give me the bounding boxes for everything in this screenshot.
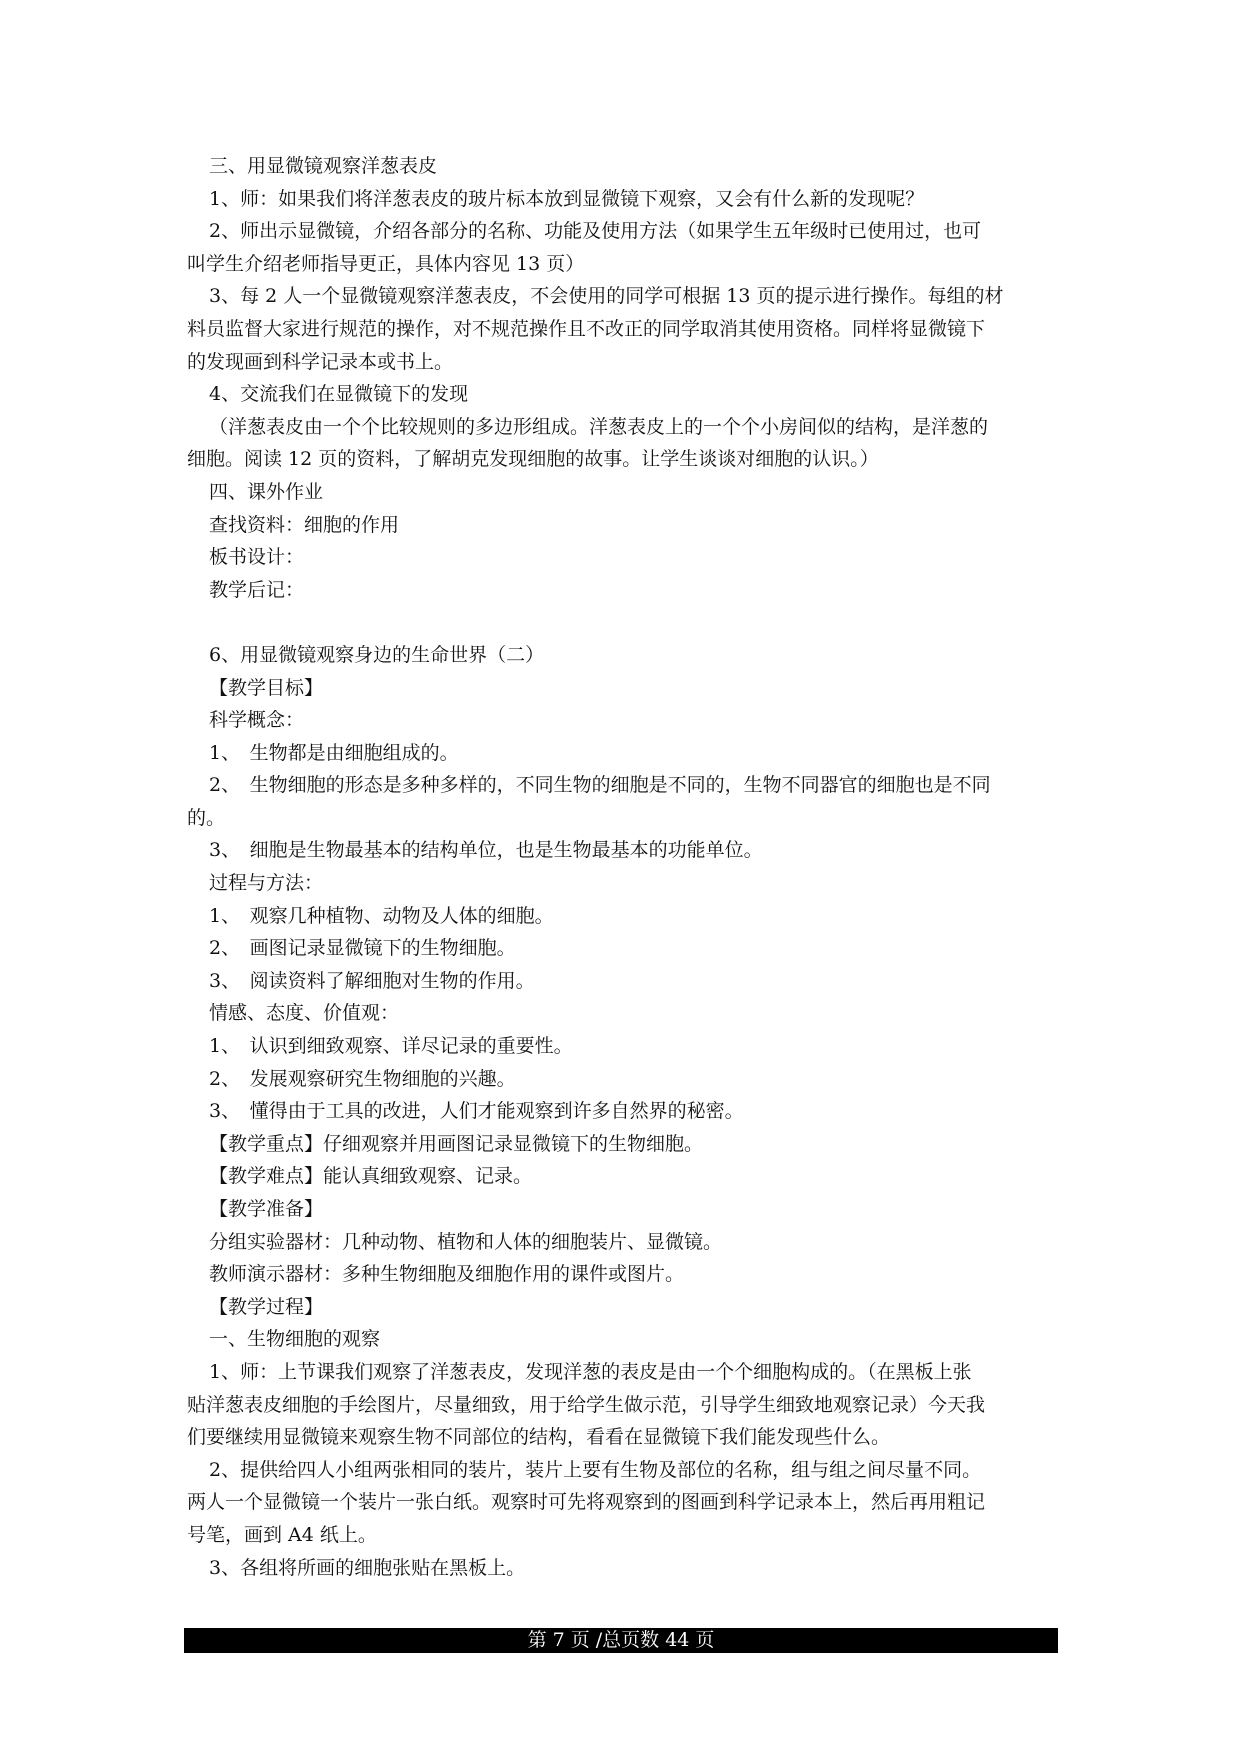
paragraph-line: 号笔，画到 A4 纸上。 — [187, 1523, 377, 1546]
paragraph-line: 3、各组将所画的细胞张贴在黑板上。 — [209, 1556, 526, 1579]
paragraph-line: 两人一个显微镜一个装片一张白纸。观察时可先将观察到的图画到科学记录本上，然后再用粗记 — [187, 1491, 986, 1514]
document-body — [187, 150, 1067, 1584]
list-item: 1、 认识到细致观察、详尽记录的重要性。 — [209, 1035, 573, 1058]
paragraph-line: 们要继续用显微镜来观察生物不同部位的结构，看看在显微镜下我们能发现些什么。 — [187, 1426, 891, 1449]
section-heading: 【教学目标】 — [209, 676, 324, 699]
paragraph-line: 2、提供给四人小组两张相同的装片，装片上要有生物及部位的名称，组与组之间尽量不同。 — [209, 1458, 982, 1481]
list-item: 1、 观察几种植物、动物及人体的细胞。 — [209, 904, 554, 927]
paragraph-line: 4、交流我们在显微镜下的发现 — [209, 383, 469, 406]
section-heading: 三、用显微镜观察洋葱表皮 — [209, 155, 438, 177]
paragraph-line: 教学后记： — [209, 578, 305, 601]
page-number-label: 第 7 页 /总页数 44 页 — [527, 1629, 715, 1651]
paragraph-line: 2、师出示显微镜，介绍各部分的名称、功能及使用方法（如果学生五年级时已使用过，也可 — [209, 220, 982, 243]
paragraph-line: 3、每 2 人一个显微镜观察洋葱表皮，不会使用的同学可根据 13 页的提示进行操作。每组的材 — [209, 285, 1004, 308]
paragraph-line: 叫学生介绍老师指导更正，具体内容见 13 页） — [187, 252, 585, 275]
list-item: 3、 阅读资料了解细胞对生物的作用。 — [209, 969, 535, 992]
list-item-continuation: 的。 — [187, 806, 226, 829]
paragraph-line: 料员监督大家进行规范的操作，对不规范操作且不改正的同学取消其使用资格。同样将显微镜下 — [187, 317, 986, 340]
list-item: 2、 生物细胞的形态是多种多样的，不同生物的细胞是不同的，生物不同器官的细胞也是不同 — [209, 774, 991, 797]
paragraph-line: 贴洋葱表皮细胞的手绘图片，尽量细致，用于给学生做示范，引导学生细致地观察记录）今天我 — [187, 1393, 986, 1416]
blank-line — [187, 606, 1067, 639]
subheading: 科学概念： — [209, 709, 305, 732]
list-item: 1、 生物都是由细胞组成的。 — [209, 741, 459, 764]
list-item: 3、 细胞是生物最基本的结构单位，也是生物最基本的功能单位。 — [209, 839, 763, 862]
lesson-title: 6、用显微镜观察身边的生命世界（二） — [209, 643, 545, 666]
subheading: 过程与方法： — [209, 872, 324, 895]
paragraph-line: 查找资料：细胞的作用 — [209, 513, 400, 536]
subheading: 情感、态度、价值观： — [209, 1002, 400, 1025]
section-heading: 四、课外作业 — [209, 480, 324, 503]
paragraph-line: 板书设计： — [209, 546, 305, 569]
paragraph-line: 的发现画到科学记录本或书上。 — [187, 350, 454, 373]
paragraph-line: 【教学难点】能认真细致观察、记录。 — [209, 1165, 533, 1188]
paragraph-line: （洋葱表皮由一个个比较规则的多边形组成。洋葱表皮上的一个个小房间似的结构，是洋葱的 — [209, 415, 989, 438]
section-heading: 一、生物细胞的观察 — [209, 1328, 381, 1351]
paragraph-line: 分组实验器材：几种动物、植物和人体的细胞装片、显微镜。 — [209, 1230, 723, 1253]
paragraph-line: 【教学重点】仔细观察并用画图记录显微镜下的生物细胞。 — [209, 1132, 704, 1155]
section-heading: 【教学过程】 — [209, 1295, 324, 1318]
paragraph-line: 教师演示器材：多种生物细胞及细胞作用的课件或图片。 — [209, 1263, 685, 1286]
list-item: 2、 发展观察研究生物细胞的兴趣。 — [209, 1067, 516, 1090]
paragraph-line: 1、师：如果我们将洋葱表皮的玻片标本放到显微镜下观察，又会有什么新的发现呢？ — [209, 187, 925, 210]
section-heading: 【教学准备】 — [209, 1198, 324, 1220]
paragraph-line: 1、师：上节课我们观察了洋葱表皮，发现洋葱的表皮是由一个个细胞构成的。（在黑板上张 — [209, 1360, 972, 1383]
list-item: 3、 懂得由于工具的改进，人们才能观察到许多自然界的秘密。 — [209, 1100, 744, 1123]
paragraph-line: 细胞。阅读 12 页的资料，了解胡克发现细胞的故事。让学生谈谈对细胞的认识。） — [187, 448, 879, 471]
list-item: 2、 画图记录显微镜下的生物细胞。 — [209, 937, 516, 960]
page-footer — [184, 1628, 1058, 1653]
